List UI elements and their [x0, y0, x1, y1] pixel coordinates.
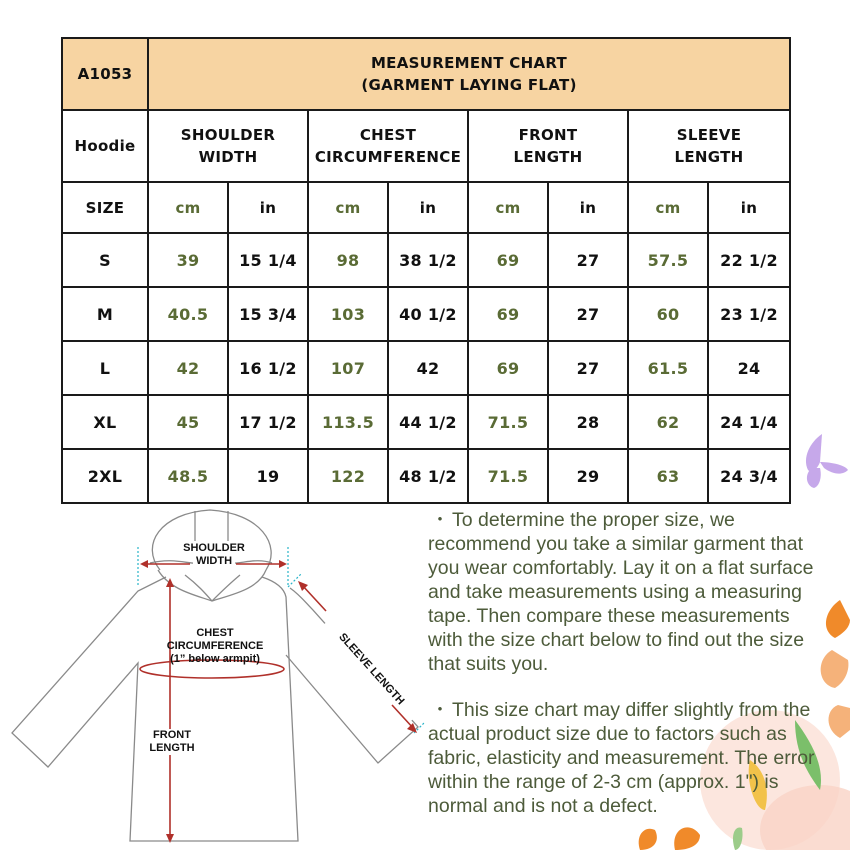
size-cell: L — [62, 341, 148, 395]
sleeve-in-cell: 24 1/4 — [708, 395, 790, 449]
unit-cm: cm — [468, 182, 548, 233]
table-row — [62, 287, 790, 341]
table-row — [62, 395, 790, 449]
size-label: SIZE — [62, 182, 148, 233]
sleeve-cm-cell: 61.5 — [628, 341, 708, 395]
chart-title-line2: (GARMENT LAYING FLAT) — [361, 76, 577, 94]
bullet-icon: ・ — [430, 699, 450, 721]
chest-in-cell: 48 1/2 — [388, 449, 468, 503]
sleeve-cm-cell: 57.5 — [628, 233, 708, 287]
sleeve-in-cell: 23 1/2 — [708, 287, 790, 341]
bullet-icon: ・ — [430, 509, 450, 531]
shoulder-cm-cell: 39 — [148, 233, 228, 287]
shoulder-in-cell: 19 — [228, 449, 308, 503]
shoulder-cm-cell: 40.5 — [148, 287, 228, 341]
header-chest-circumference: CHEST CIRCUMFERENCE — [308, 110, 468, 182]
sleeve-in-cell: 22 1/2 — [708, 233, 790, 287]
sleeve-in-cell: 24 3/4 — [708, 449, 790, 503]
chest-circumference-label: CHEST CIRCUMFERENCE (1” below armpit) — [166, 627, 264, 665]
header-shoulder-width: SHOULDER WIDTH — [148, 110, 308, 182]
size-cell: S — [62, 233, 148, 287]
front-in-cell: 27 — [548, 233, 628, 287]
chest-in-cell: 42 — [388, 341, 468, 395]
note-2: ・ This size chart may differ slightly from the actual product size due to factors such as fabric, elasticity and measurement. The error within the range of 2-3 cm (approx. 1") is normal and is not a defect. — [428, 699, 815, 817]
unit-in: in — [548, 182, 628, 233]
measurement-chart-table — [61, 37, 791, 504]
shoulder-in-cell: 15 3/4 — [228, 287, 308, 341]
unit-in: in — [388, 182, 468, 233]
chest-in-cell: 38 1/2 — [388, 233, 468, 287]
front-in-cell: 27 — [548, 287, 628, 341]
table-row — [62, 233, 790, 287]
size-cell: 2XL — [62, 449, 148, 503]
unit-cm: cm — [628, 182, 708, 233]
shoulder-width-label: SHOULDER WIDTH — [183, 542, 245, 567]
chest-in-cell: 40 1/2 — [388, 287, 468, 341]
front-cm-cell: 69 — [468, 233, 548, 287]
units-row — [62, 182, 790, 233]
front-cm-cell: 69 — [468, 287, 548, 341]
size-cell: XL — [62, 395, 148, 449]
front-length-label: FRONT LENGTH — [140, 729, 204, 755]
table-row — [62, 341, 790, 395]
chart-title-line1: MEASUREMENT CHART — [370, 54, 568, 72]
shoulder-in-cell: 15 1/4 — [228, 233, 308, 287]
chest-cm-cell: 122 — [308, 449, 388, 503]
shoulder-in-cell: 17 1/2 — [228, 395, 308, 449]
butterfly-icon — [792, 428, 850, 490]
shoulder-cm-cell: 42 — [148, 341, 228, 395]
shoulder-cm-cell: 48.5 — [148, 449, 228, 503]
unit-in: in — [708, 182, 790, 233]
chest-cm-cell: 98 — [308, 233, 388, 287]
front-cm-cell: 71.5 — [468, 449, 548, 503]
chest-cm-cell: 107 — [308, 341, 388, 395]
front-in-cell: 28 — [548, 395, 628, 449]
sleeve-cm-cell: 62 — [628, 395, 708, 449]
title-row — [62, 38, 790, 110]
chart-title — [148, 38, 790, 110]
hoodie-measurement-diagram — [0, 505, 430, 850]
front-cm-cell: 69 — [468, 341, 548, 395]
unit-in: in — [228, 182, 308, 233]
chest-cm-cell: 103 — [308, 287, 388, 341]
garment-type: Hoodie — [62, 110, 148, 182]
shoulder-in-cell: 16 1/2 — [228, 341, 308, 395]
column-header-row — [62, 110, 790, 182]
front-in-cell: 27 — [548, 341, 628, 395]
header-front-length: FRONT LENGTH — [468, 110, 628, 182]
sleeve-cm-cell: 60 — [628, 287, 708, 341]
sleeve-in-cell: 24 — [708, 341, 790, 395]
shoulder-cm-cell: 45 — [148, 395, 228, 449]
note-1: ・ To determine the proper size, we recommend you take a similar garment that you wear comfortably. Lay it on a flat surface and take measurements using a measuring tape. Then compare these measurements with the size chart below to find out the size that suits you. — [428, 509, 814, 675]
chest-in-cell: 44 1/2 — [388, 395, 468, 449]
table-row — [62, 449, 790, 503]
product-code: A1053 — [62, 38, 148, 110]
sizing-notes — [428, 508, 823, 840]
front-in-cell: 29 — [548, 449, 628, 503]
sleeve-length-label: SLEEVE LENGTH — [323, 617, 420, 722]
size-cell: M — [62, 287, 148, 341]
unit-cm: cm — [308, 182, 388, 233]
chest-cm-cell: 113.5 — [308, 395, 388, 449]
header-sleeve-length: SLEEVE LENGTH — [628, 110, 790, 182]
front-cm-cell: 71.5 — [468, 395, 548, 449]
sleeve-cm-cell: 63 — [628, 449, 708, 503]
unit-cm: cm — [148, 182, 228, 233]
